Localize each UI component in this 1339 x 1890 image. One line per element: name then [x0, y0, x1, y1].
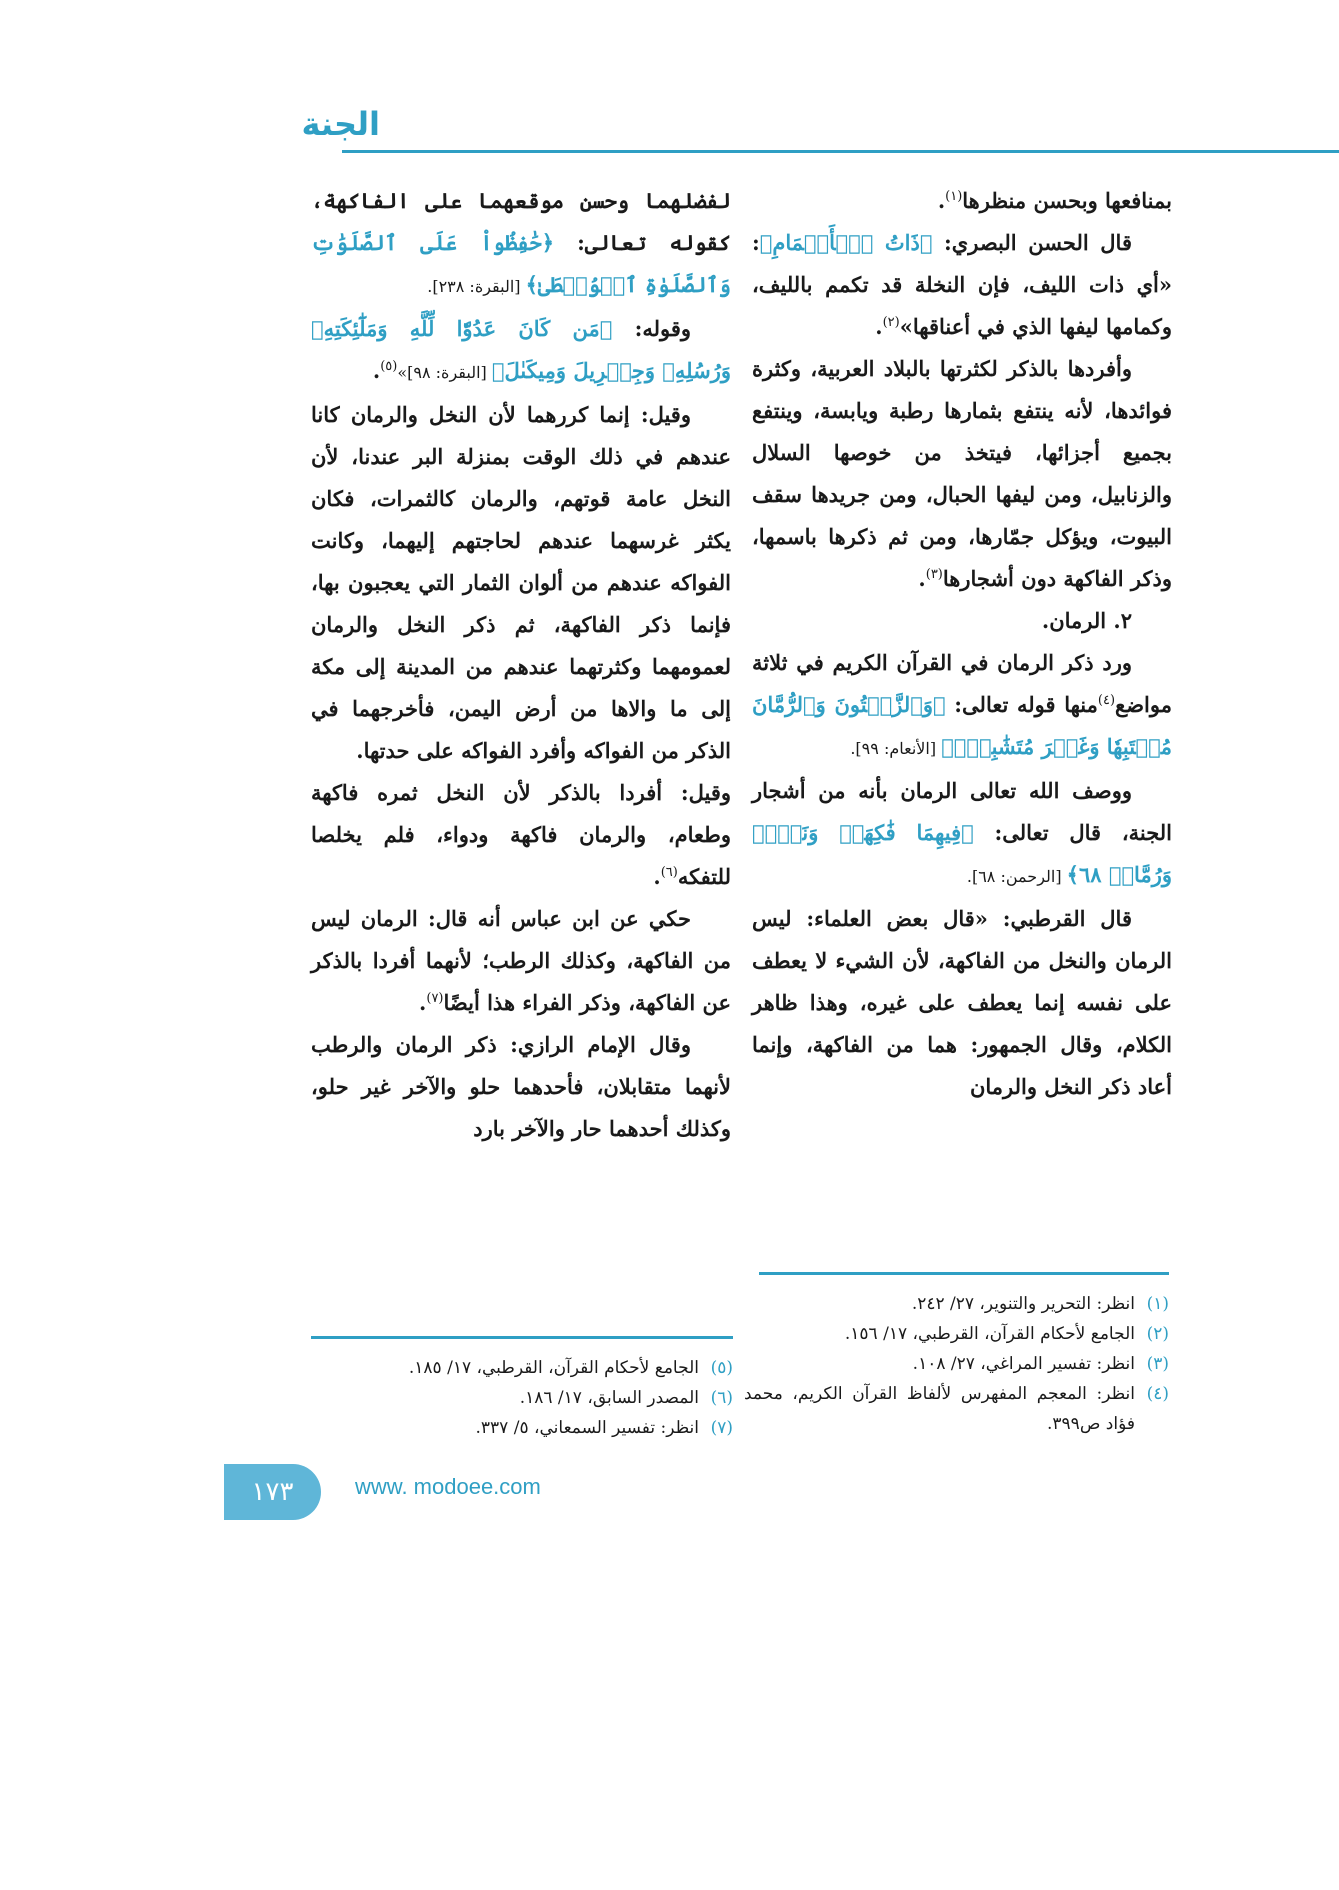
paragraph: وقيل: إنما كررهما لأن النخل والرمان كانا عندهم في ذلك الوقت بمنزلة البر عندنا، لأن النخل عامة قوتهم، والرمان كالثمرات، فكان يكثر غرسهما عندهم لحاجتهم إليهما، وكانت الفواكه عندهم من ألوان الثمار التي يعجبون بها، فإنما ذكر الفاكهة، ثم ذكر النخل والرمان لعمومهما وكثرتهما عندهم من المدينة إلى مكة إلى ما والاها من أرض اليمن، فأخرجهما في الذكر من الفواكه وأفرد الفواكه على حدتها. [311, 402, 731, 763]
footer-url-link[interactable]: www. modoee.com [355, 1474, 541, 1499]
paragraph: بمنافعها وبحسن منظرها$^{(١)}$. [937, 188, 1172, 213]
footnotes-right [744, 1272, 1169, 1439]
paragraph: وأفردها بالذكر لكثرتها بالبلاد العربية، وكثرة فوائدها، لأنه ينتفع بثمارها رطبة ويابسة، وينتفع بجميع أجزائها، فيتخذ من خوصها السلال والزنابيل، ومن ليفها الحبال، ومن جريدها سقف البيوت، ويؤكل جمّارها، ومن ثم ذكرها باسمها، وذكر الفاكهة دون أشجارها$^{(٣)}$. [752, 356, 1172, 591]
footnotes-left [311, 1336, 733, 1443]
footnote-ref[interactable]: (٣) [925, 567, 943, 582]
paragraph: قال الحسن البصري: ﴿ذَاتُ ٱلۡأَكۡمَامِ﴾: «أي ذات الليف، فإن النخلة قد تكمم بالليف، وكمامها ليفها الذي في أعناقها»$^{(٢)}$. [752, 230, 1172, 339]
footnote: (٤) انظر: المعجم المفهرس لألفاظ القرآن الكريم، محمد فؤاد ص٣٩٩. [744, 1379, 1169, 1439]
footnote-number: (٧) [710, 1418, 733, 1438]
section-heading: ٢. الرمان. [1041, 608, 1132, 633]
header-rule [342, 150, 1339, 153]
verse-reference: [البقرة: ٩٨]» [397, 363, 492, 382]
footnote-ref[interactable]: (٧) [426, 991, 444, 1006]
paragraph: لفضلهما وحسن موقعهما على الفاكهة، كقوله تعالى: ﴿حَٰفِظُواْ عَلَى ٱلصَّلَوَٰتِ وَٱلصَّلَوٰةِ ٱلۡوُسۡطَىٰ﴾ [البقرة: ٢٣٨]. [311, 188, 732, 297]
quran-verse: ﴿وَٱلزَّيۡتُونَ وَٱلرُّمَّانَ مُشۡتَبِهٗا وَغَيۡرَ مُتَشَٰبِهٍۚ﴾ [752, 692, 1172, 759]
footnote: (٦) المصدر السابق، ١٧/ ١٨٦. [311, 1383, 733, 1413]
footnote: (٧) انظر: تفسير السمعاني، ٥/ ٣٣٧. [311, 1413, 733, 1443]
quran-verse: ﴿حَٰفِظُواْ عَلَى ٱلصَّلَوَٰتِ وَٱلصَّلَوٰةِ ٱلۡوُسۡطَىٰ﴾ [311, 230, 731, 297]
footnote-rule [311, 1336, 733, 1339]
footnote-number: (٣) [1146, 1354, 1169, 1374]
paragraph: ورد ذكر الرمان في القرآن الكريم في ثلاثة مواضع$^{(٤)}$منها قوله تعالى: ﴿وَٱلزَّيۡتُونَ وَٱلرُّمَّانَ مُشۡتَبِهٗا وَغَيۡرَ مُتَشَٰبِهٍۚ﴾ [الأنعام: ٩٩]. [752, 650, 1172, 759]
right-column [752, 180, 1172, 1108]
quran-verse: ﴿فِيهِمَا فَٰكِهَةٞ وَنَخۡلٞ وَرُمَّانٞ ٦٨﴾ [752, 820, 1172, 887]
footnote-number: (٥) [710, 1358, 733, 1378]
footnote-ref[interactable]: (٦) [660, 865, 678, 880]
footnote-number: (١) [1146, 1294, 1169, 1314]
paragraph: قال القرطبي: «قال بعض العلماء: ليس الرمان والنخل من الفاكهة، لأن الشيء لا يعطف على نفسه إنما يعطف على غيره، وهذا ظاهر الكلام، وقال الجمهور: هما من الفاكهة، وإنما أعاد ذكر النخل والرمان [752, 906, 1172, 1099]
footnote-number: (٦) [710, 1388, 733, 1408]
verse-reference: [الرحمن: ٦٨]. [966, 867, 1067, 886]
left-column [311, 180, 731, 1150]
footnote-ref[interactable]: (٢) [882, 315, 900, 330]
footnote-ref[interactable]: (٥) [380, 359, 398, 374]
paragraph: حكي عن ابن عباس أنه قال: الرمان ليس من الفاكهة، وكذلك الرطب؛ لأنهما أفردا بالذكر عن الفاكهة، وذكر الفراء هذا أيضًا$^{(٧)}$. [311, 906, 731, 1015]
page-number-badge: ١٧٣ [224, 1464, 321, 1520]
footnote-rule [759, 1272, 1169, 1275]
footnote: (٢) الجامع لأحكام القرآن، القرطبي، ١٧/ ١٥٦. [744, 1319, 1169, 1349]
footnote-number: (٢) [1146, 1324, 1169, 1344]
quran-verse: ﴿ذَاتُ ٱلۡأَكۡمَامِ﴾ [759, 230, 933, 255]
footnote: (٣) انظر: تفسير المراغي، ٢٧/ ١٠٨. [744, 1349, 1169, 1379]
footnote: (١) انظر: التحرير والتنوير، ٢٧/ ٢٤٢. [744, 1289, 1169, 1319]
verse-reference: [البقرة: ٢٣٨]. [427, 277, 526, 296]
footnote: (٥) الجامع لأحكام القرآن، القرطبي، ١٧/ ١٨٥. [311, 1353, 733, 1383]
quran-verse: ﴿مَن كَانَ عَدُوّٗا لِّلَّهِ وَمَلَٰٓئِكَتِهِۦ وَرُسُلِهِۦ وَجِبۡرِيلَ وَمِيكَىٰلَ﴾ [311, 316, 731, 383]
paragraph: وقوله: ﴿مَن كَانَ عَدُوّٗا لِّلَّهِ وَمَلَٰٓئِكَتِهِۦ وَرُسُلِهِۦ وَجِبۡرِيلَ وَمِيكَىٰلَ﴾ [البقرة: ٩٨]»$^{(٥)}$. [311, 316, 731, 383]
verse-reference: [الأنعام: ٩٩]. [850, 739, 942, 758]
paragraph: ووصف الله تعالى الرمان بأنه من أشجار الجنة، قال تعالى: ﴿فِيهِمَا فَٰكِهَةٞ وَنَخۡلٞ وَرُمَّانٞ ٦٨﴾ [الرحمن: ٦٨]. [752, 778, 1172, 887]
footnote-ref[interactable]: (١) [945, 189, 963, 204]
running-header-title: الجنة [301, 105, 380, 143]
footnote-number: (٤) [1146, 1384, 1169, 1404]
footnote-ref[interactable]: (٤) [1097, 693, 1116, 708]
paragraph: وقيل: أفردا بالذكر لأن النخل ثمره فاكهة وطعام، والرمان فاكهة ودواء، فلم يخلصا للتفكه$^{(٦)}$. [311, 780, 731, 889]
paragraph: وقال الإمام الرازي: ذكر الرمان والرطب لأنهما متقابلان، فأحدهما حلو والآخر غير حلو، وكذلك أحدهما حار والآخر بارد [311, 1032, 731, 1141]
